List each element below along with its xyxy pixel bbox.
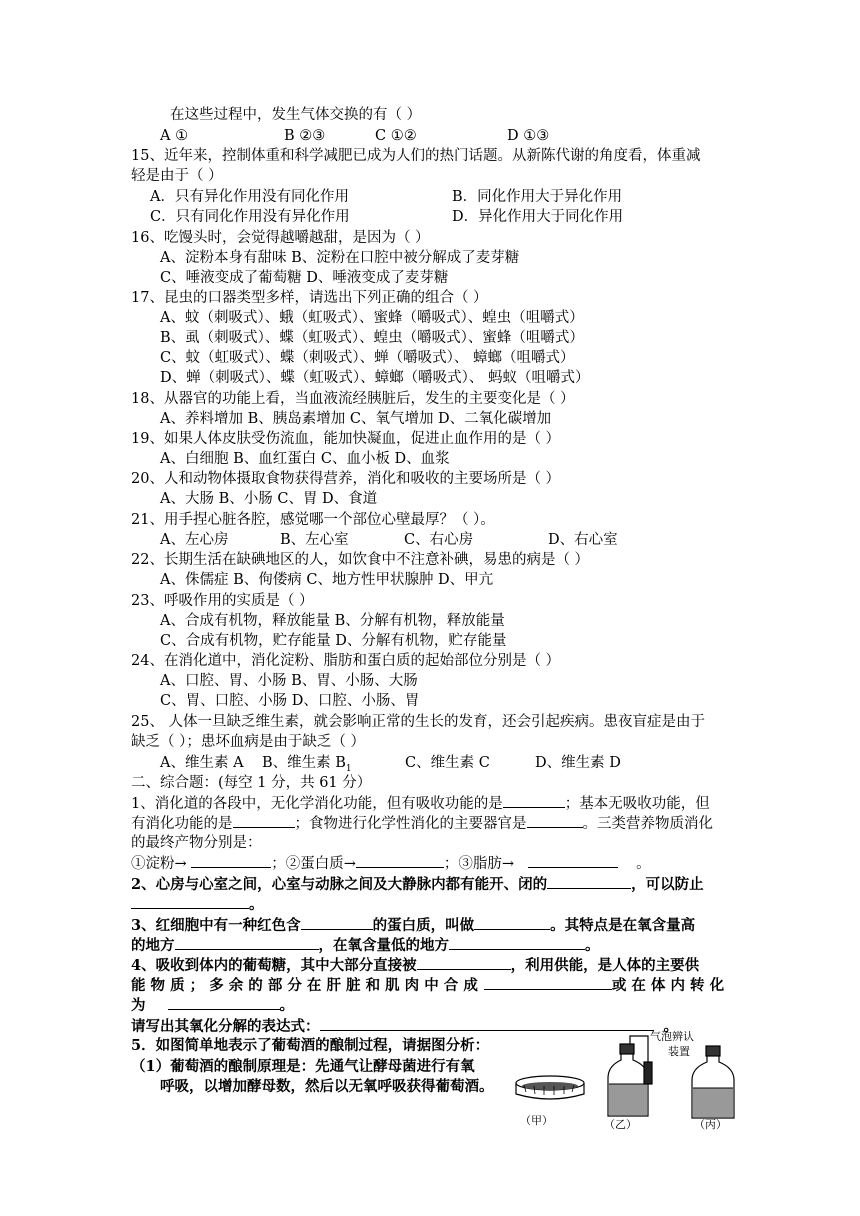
bottle-bing [692,1046,734,1118]
option-b: B ②③ [284,128,326,144]
option-a: A ① [160,128,189,144]
s2-line-2: 。 [131,894,264,915]
s1-line-2: 有消化功能的是 ；食物进行化学性消化的主要器官是 。三类营养物质消化 [131,813,713,834]
s3-line-2: 的地方 ，在氧含量低的地方 。 [131,937,600,954]
q24-options-cd: C、胃、口腔、小肠 D、口腔、小肠、胃 [160,693,420,709]
s2-line-1: 2、心房与心室之间，心室与动脉之间及大静脉内都有能开、闭的 ，可以防止 [131,876,704,893]
option-d: D ①③ [507,128,550,144]
q23-options-cd: C、合成有机物，贮存能量 D、分解有机物，贮存能量 [160,633,507,649]
device-label-2: 装置 [668,1045,690,1058]
bottle-yi [608,1036,652,1116]
q15-option-b: B．同化作用大于异化作用 [452,189,623,205]
question-24: 24、在消化道中，消化淀粉、脂肪和蛋白质的起始部位分别是（ ） [131,653,561,669]
s4-line-1: 4、吸收到体内的葡萄糖，其中大部分直接被 ，利用供能，是人体的主要供 [131,957,700,974]
question-19: 19、如果人体皮肤受伤流血，能加快凝血，促进止血作用的是（ ） [131,431,561,447]
q25-option-c: C、维生素 C [405,755,490,771]
q17-option-b: B、虱（刺吸式）、蝶（虹吸式）、蝗虫（嚼吸式）、蜜蜂（咀嚼式） [160,330,584,346]
q22-options: A、侏儒症 B、佝偻病 C、地方性甲状腺肿 D、甲亢 [160,572,494,588]
question-20: 20、人和动物体摄取食物获得营养，消化和吸收的主要场所是（ ） [131,471,561,487]
s4-line-4: 请写出其氧化分解的表达式： 。 [131,1018,678,1035]
s1-line-3: 的最终产物分别是： [131,835,262,851]
device-label-1: 气泡辨认 [650,1030,694,1043]
figure-label-yi: （乙） [604,1118,637,1131]
question-22: 22、长期生活在缺碘地区的人，如饮食中不注意补碘，易患的病是（ ） [131,552,590,568]
q24-options-ab: A、口腔、胃、小肠 B、胃、小肠、大肠 [160,673,418,689]
s1-line-4: ①淀粉→ ；②蛋白质→ ；③脂肪→ 。 [131,853,651,874]
q25-option-b-subscript: 1 [345,763,352,774]
question-15: 15、近年来，控制体重和科学减肥已成为人们的热门话题。从新陈代谢的角度看，体重减 [131,148,701,164]
figure-label-jia: （甲） [520,1114,553,1127]
winemaking-figure [508,1028,744,1132]
q16-options-ab: A、淀粉本身有甜味 B、淀粉在口腔中被分解成了麦芽糖 [160,250,520,266]
question-17: 17、昆虫的口器类型多样，请选出下列正确的组合（ ） [131,290,488,306]
q15-option-a: A．只有异化作用没有同化作用 [150,189,349,205]
s1-line-1: 1、消化道的各段中，无化学消化功能，但有吸收功能的是 ；基本无吸收功能，但 [131,793,710,814]
s5-part-1-cont: 呼吸，以增加酵母数，然后以无氧呼吸获得葡萄酒。 [160,1078,494,1095]
q20-options: A、大肠 B、小肠 C、胃 D、食道 [160,491,378,507]
q25-option-a: A、维生素 A [160,755,244,771]
question-15-cont: 轻是由于（ ） [131,168,223,184]
q25-option-d: D、维生素 D [535,755,621,771]
q18-options: A、养料增加 B、胰岛素增加 C、氧气增加 D、二氧化碳增加 [160,411,552,427]
figure-label-bing: （丙） [694,1118,727,1131]
s4-line-3: 为 。 [131,997,294,1014]
question-18: 18、从器官的功能上看，当血液流经胰脏后，发生的主要变化是（ ） [131,391,575,407]
q23-options-ab: A、合成有机物，释放能量 B、分解有机物，释放能量 [160,613,505,629]
q25-option-b: B、维生素 $B_1$ [262,755,352,774]
question-25-cont: 缺乏（ ）；患坏血病是由于缺乏（ ） [131,734,365,750]
q15-option-d: D．异化作用大于同化作用 [452,209,624,225]
s4-line-2: 能 物 质 ； 多 余 的 部 分 在 肝 脏 和 肌 肉 中 合 成 或 在 体 内 转 化 [131,977,725,994]
q15-option-c: C．只有同化作用没有异化作用 [150,209,350,225]
s5-part-1: （1）葡萄酒的酿制原理是：先通气让酵母菌进行有氧 [131,1058,475,1075]
q17-option-c: C、蚊（虹吸式）、蝶（刺吸式）、蝉（嚼吸式）、 蟑螂（咀嚼式） [160,350,575,366]
question-16: 16、吃馒头时，会觉得越嚼越甜，是因为（ ） [131,230,430,246]
option-c: C ①② [375,128,417,144]
question-21: 21、用手捏心脏各腔，感觉哪一个部位心壁最厚？（ ）。 [131,512,495,528]
q16-options-cd: C、唾液变成了葡萄糖 D、唾液变成了麦芽糖 [160,270,449,286]
q21-option-c: C、右心房 [404,532,474,548]
question-stem: 在这些过程中，发生气体交换的有（ ） [170,107,422,123]
q19-options: A、白细胞 B、血红蛋白 C、血小板 D、血浆 [160,451,450,467]
dish-jia [516,1076,584,1099]
q21-option-a: A、左心房 [160,532,229,548]
s3-line-1: 3、红细胞中有一种红色含 的蛋白质，叫做 。其特点是在氧含量高 [131,917,696,934]
q17-option-a: A、蚊（刺吸式）、蛾（虹吸式）、蜜蜂（嚼吸式）、蝗虫（咀嚼式） [160,310,584,326]
section-2-heading: 二、综合题：(每空 1 分，共 61 分） [131,775,372,791]
q17-option-d: D、蝉（刺吸式）、蝶（虹吸式）、蟑螂（嚼吸式）、 蚂蚁（咀嚼式） [160,370,590,386]
q21-option-b: B、左心室 [280,532,349,548]
question-25: 25、 人体一旦缺乏维生素，就会影响正常的生长的发育，还会引起疾病。患夜盲症是由于 [131,714,706,730]
q21-option-d: D、右心室 [548,532,618,548]
s5-stem: 5．如图简单地表示了葡萄酒的酿制过程，请据图分析： [131,1037,490,1054]
question-23: 23、呼吸作用的实质是（ ） [131,593,314,609]
